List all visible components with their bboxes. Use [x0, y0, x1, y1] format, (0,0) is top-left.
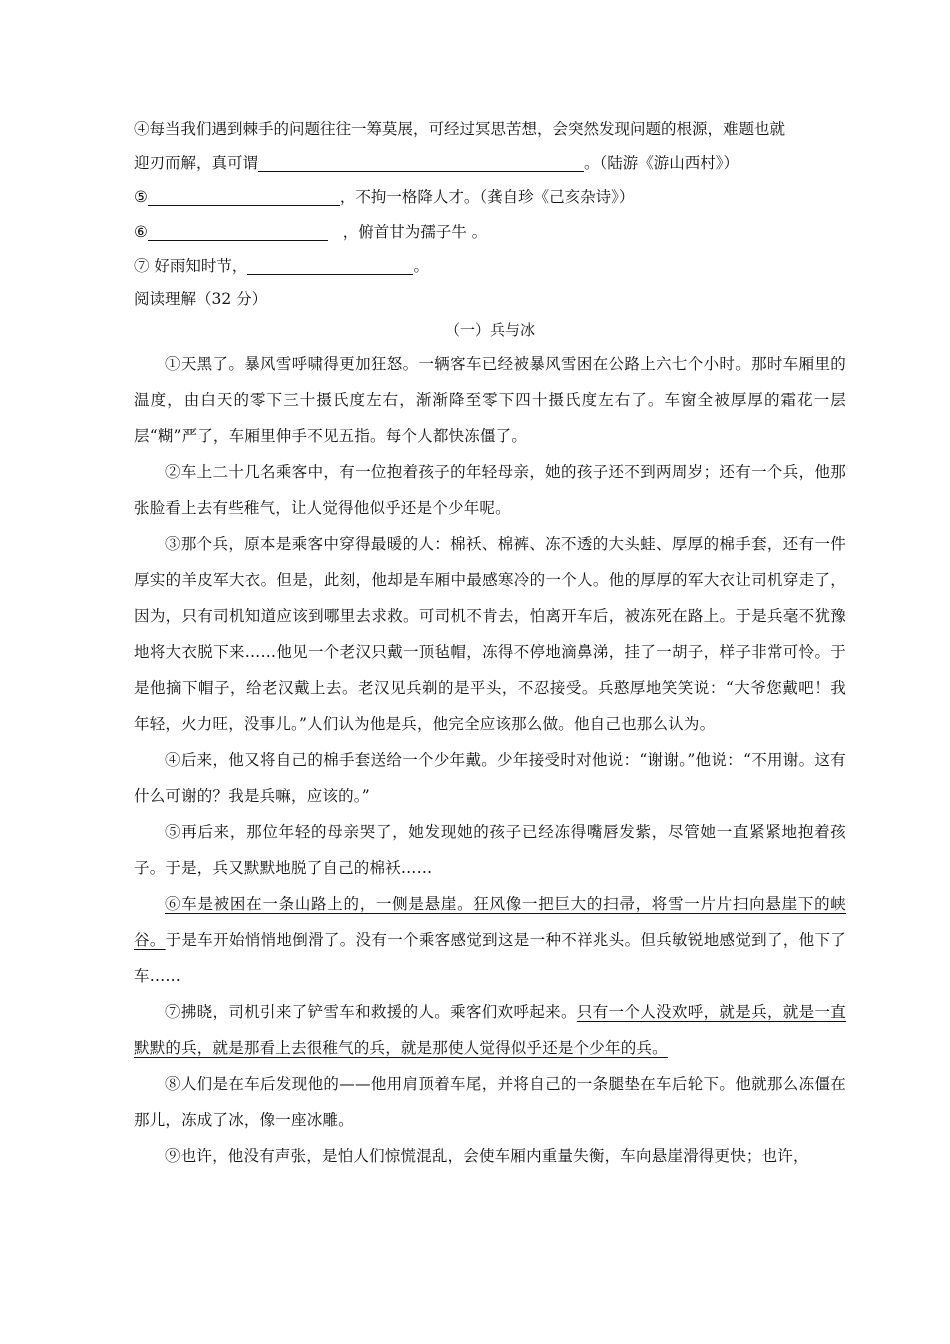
fill-blank-item-4-line-1: [134, 112, 846, 146]
paragraph-7-underlined: 只有一个人没欢呼，就是兵，就是一直默默的兵，就是那看上去很稚气的兵，就是那使人觉得似乎还是个少年的兵。: [134, 1003, 847, 1057]
item-5-suffix: ，不拘一格降人才。（龚自珍《己亥杂诗》）: [339, 188, 635, 206]
paragraph-5: ⑤再后来，那位年轻的母亲哭了，她发现她的孩子已经冻得嘴唇发紫，尽管她一直紧紧地抱着孩子。于是，兵又默默地脱了自己的棉袄……: [134, 823, 846, 877]
paragraph-3: ③那个兵，原本是乘客中穿得最暖的人：棉袄、棉裤、冻不透的大头蛙、厚厚的棉手套，还有一件厚实的羊皮军大衣。但是，此刻，他却是车厢中最感寒冷的一个人。他的厚厚的军大衣让司机穿走了，因为，只有司机知道应该到哪里去求救。可司机不肯去，怕离开车后，被冻死在路上。于是兵毫不犹豫地将大衣脱下来……他见一个老汉只戴一顶毡帽，冻得不停地滴鼻涕，挂了一胡子，样子非常可怜。于是他摘下帽子，给老汉戴上去。老汉见兵剃的是平头，不忍接受。兵憨厚地笑笑说：“大爷您戴吧！我年轻，火力旺，没事儿。”人们认为他是兵，他完全应该那么做。他自己也那么认为。: [134, 535, 846, 733]
fill-blank-item-4-line-2: [134, 146, 846, 180]
item-4-text-a: ④每当我们遇到棘手的问题往往一筹莫展，可经过冥思苦想，会突然发现问题的根源，难题也就: [134, 120, 786, 138]
paragraph-9: ⑨也许，他没有声张，是怕人们惊慌混乱，会使车厢内重量失衡，车向悬崖滑得更快；也许，: [165, 1147, 809, 1165]
answer-blank-7[interactable]: [247, 254, 413, 275]
item-7-suffix: 。: [413, 257, 429, 275]
item-7-prefix: ⑦ 好雨知时节，: [134, 257, 248, 275]
item-6-number: ⑥: [134, 223, 148, 241]
item-4-suffix: 。（陆游《游山西村》）: [584, 154, 740, 172]
item-6-suffix: ，俯首甘为孺子牛 。: [342, 223, 488, 241]
paragraph-6-underlined: ⑥车是被困在一条山路上的，一侧是悬崖。狂风像一把巨大的扫帚，将雪一片片扫向悬崖下的峡谷。: [134, 895, 846, 949]
section-heading: 阅读理解（32 分）: [134, 290, 268, 308]
fill-blank-item-6: [134, 214, 846, 250]
fill-blank-item-5: [134, 180, 846, 214]
item-4-prefix: 迎刃而解，真可谓: [134, 154, 259, 172]
paragraph-1: ①天黑了。暴风雪呼啸得更加狂怒。一辆客车已经被暴风雪困在公路上六七个小时。那时车厢里的温度，由白天的零下三十摄氏度左右，渐渐降至零下四十摄氏度左右了。车窗全被厚厚的霜花一层层“糊”严了，车厢里伸手不见五指。每个人都快冻僵了。: [134, 355, 846, 445]
answer-blank-6[interactable]: [148, 220, 328, 241]
paragraph-6-rest: 于是车开始悄悄地倒滑了。没有一个乘客感觉到这是一种不祥兆头。但兵敏锐地感觉到了，他下了车……: [134, 931, 846, 985]
answer-blank-4[interactable]: [258, 151, 584, 172]
paragraph-8: ⑧人们是在车后发现他的——他用肩顶着车尾，并将自己的一条腿垫在车后轮下。他就那么冻僵在那儿，冻成了冰，像一座冰雕。: [134, 1075, 846, 1129]
paragraph-7: [134, 994, 846, 1066]
paragraph-7-plain: ⑦拂晓，司机引来了铲雪车和救援的人。乘客们欢呼起来。: [165, 1003, 577, 1021]
answer-blank-5[interactable]: [148, 185, 340, 206]
item-5-number: ⑤: [134, 188, 148, 206]
paragraph-4: ④后来，他又将自己的棉手套送给一个少年戴。少年接受时对他说：“谢谢。”他说：“不用谢。这有什么可谢的？我是兵嘛，应该的。”: [134, 751, 846, 805]
paragraph-2: ②车上二十几名乘客中，有一位抱着孩子的年轻母亲，她的孩子还不到两周岁；还有一个兵，他那张脸看上去有些稚气，让人觉得他似乎还是个少年呢。: [134, 463, 846, 517]
paragraph-6: [134, 886, 846, 994]
article-title: （一）兵与冰: [444, 321, 535, 339]
exam-page: [134, 112, 846, 1174]
fill-blank-item-7: [134, 250, 846, 282]
